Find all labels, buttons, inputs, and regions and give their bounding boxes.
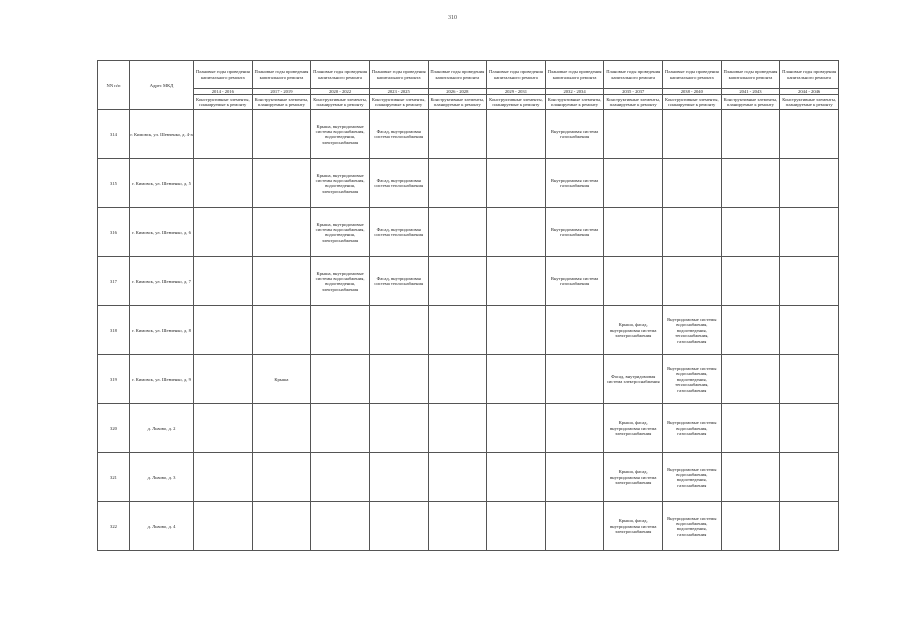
period-years: 2017 - 2019	[252, 89, 311, 95]
period-years: 2035 - 2037	[604, 89, 663, 95]
repair-cell	[545, 404, 604, 453]
repair-cell	[721, 306, 780, 355]
period-header: Плановые годы проведения капитального ремонта	[663, 61, 722, 89]
repair-cell	[252, 159, 311, 208]
period-years: 2023 - 2025	[369, 89, 428, 95]
row-number: 314	[98, 110, 130, 159]
row-number: 321	[98, 453, 130, 502]
repair-cell	[311, 453, 370, 502]
repair-cell	[428, 159, 487, 208]
repair-cell	[487, 306, 546, 355]
repair-cell	[780, 159, 839, 208]
period-header: Плановые годы проведения капитального ремонта	[194, 61, 253, 89]
repair-cell	[428, 306, 487, 355]
repair-cell: Крыша, фасад, внутридомовая система электроснабжения	[604, 502, 663, 551]
repair-cell: Внутридомовая система газоснабжения	[545, 159, 604, 208]
repair-cell	[252, 404, 311, 453]
repair-cell	[487, 355, 546, 404]
table-row	[98, 257, 839, 306]
repair-cell	[428, 110, 487, 159]
repair-cell	[721, 355, 780, 404]
repair-cell	[604, 257, 663, 306]
repair-cell: Внутридомовая система газоснабжения	[545, 257, 604, 306]
repair-cell: Фасад, внутридомовая система теплоснабжения	[369, 208, 428, 257]
row-address: г. Кимовск, ул. Шевченко, д. 4-а	[130, 110, 194, 159]
repair-cell: Крыша, фасад, внутридомовая система электроснабжения	[604, 453, 663, 502]
elements-header: Конструктивные элементы, планируемые к ремонту	[663, 95, 722, 110]
period-header: Плановые годы проведения капитального ремонта	[311, 61, 370, 89]
repair-cell	[721, 159, 780, 208]
row-number: 322	[98, 502, 130, 551]
table-row	[98, 208, 839, 257]
repair-cell	[311, 502, 370, 551]
elements-header: Конструктивные элементы, планируемые к ремонту	[428, 95, 487, 110]
repair-cell	[252, 502, 311, 551]
repair-cell	[663, 159, 722, 208]
repair-cell	[311, 404, 370, 453]
row-number: 315	[98, 159, 130, 208]
repair-cell	[604, 110, 663, 159]
repair-cell	[780, 257, 839, 306]
period-header: Плановые годы проведения капитального ремонта	[604, 61, 663, 89]
row-number: 317	[98, 257, 130, 306]
repair-cell	[194, 404, 253, 453]
repair-cell: Крыша	[252, 355, 311, 404]
repair-cell: Внутридомовая система газоснабжения	[545, 110, 604, 159]
elements-header: Конструктивные элементы, планируемые к ремонту	[487, 95, 546, 110]
period-header: Плановые годы проведения капитального ремонта	[369, 61, 428, 89]
repair-cell	[428, 502, 487, 551]
repair-cell: Крыша, внутридомовые системы водоснабжения, водоотведения, электроснабжения	[311, 208, 370, 257]
repair-cell	[369, 502, 428, 551]
repair-cell	[721, 208, 780, 257]
repair-cell	[311, 306, 370, 355]
repair-cell	[780, 306, 839, 355]
repair-cell	[428, 453, 487, 502]
row-address: г. Кимовск, ул. Шевченко, д. 9	[130, 355, 194, 404]
repair-cell	[428, 208, 487, 257]
repair-cell	[252, 257, 311, 306]
repair-cell: Внутридомовые системы водоснабжения, водоотведения, газоснабжения	[663, 453, 722, 502]
repair-cell	[780, 208, 839, 257]
repair-cell: Внутридомовая система газоснабжения	[545, 208, 604, 257]
repair-cell: Внутридомовые системы водоснабжения, водоотведения, газоснабжения	[663, 502, 722, 551]
repair-cell: Крыша, внутридомовые системы водоснабжения, водоотведения, электроснабжения	[311, 257, 370, 306]
repair-cell	[487, 502, 546, 551]
period-header: Плановые годы проведения капитального ремонта	[428, 61, 487, 89]
repair-cell: Внутридомовые системы водоснабжения, газоснабжения	[663, 404, 722, 453]
period-years: 2032 - 2034	[545, 89, 604, 95]
repair-cell	[428, 404, 487, 453]
repair-cell	[721, 110, 780, 159]
repair-cell	[780, 404, 839, 453]
row-address: г. Кимовск, ул. Шевченко, д. 6	[130, 208, 194, 257]
repair-cell	[194, 502, 253, 551]
repair-cell	[194, 159, 253, 208]
repair-cell	[252, 110, 311, 159]
row-number: 319	[98, 355, 130, 404]
elements-header: Конструктивные элементы, планируемые к ремонту	[194, 95, 253, 110]
repair-cell	[428, 355, 487, 404]
repair-cell	[780, 110, 839, 159]
repair-cell: Крыша, фасад, внутридомовая система электроснабжения	[604, 404, 663, 453]
repair-cell: Фасад, внутридомовая система электроснабжения	[604, 355, 663, 404]
repair-cell	[721, 257, 780, 306]
num-header: NN п/п	[98, 61, 130, 110]
repair-cell	[428, 257, 487, 306]
elements-header: Конструктивные элементы, планируемые к ремонту	[369, 95, 428, 110]
repair-cell	[194, 110, 253, 159]
period-years: 2029 - 2031	[487, 89, 546, 95]
repair-cell	[487, 110, 546, 159]
period-years: 2044 - 2046	[780, 89, 839, 95]
table-row	[98, 159, 839, 208]
repair-cell	[252, 306, 311, 355]
repair-cell: Фасад, внутридомовая система теплоснабжения	[369, 159, 428, 208]
period-years: 2020 - 2022	[311, 89, 370, 95]
table-body	[98, 110, 839, 551]
row-number: 316	[98, 208, 130, 257]
elements-header: Конструктивные элементы, планируемые к ремонту	[545, 95, 604, 110]
repair-cell	[369, 404, 428, 453]
repair-cell	[663, 208, 722, 257]
row-address: г. Кимовск, ул. Шевченко, д. 8	[130, 306, 194, 355]
table-row	[98, 110, 839, 159]
repair-cell	[194, 306, 253, 355]
address-header: Адрес МКД	[130, 61, 194, 110]
repair-cell	[545, 453, 604, 502]
repair-cell: Крыша, внутридомовые системы водоснабжения, водоотведения, электроснабжения	[311, 110, 370, 159]
repair-cell: Крыша, внутридомовые системы водоснабжения, водоотведения, электроснабжения	[311, 159, 370, 208]
period-header: Плановые годы проведения капитального ремонта	[545, 61, 604, 89]
repair-cell	[780, 453, 839, 502]
period-header: Плановые годы проведения капитального ремонта	[721, 61, 780, 89]
repair-plan-table	[97, 60, 839, 551]
period-header: Плановые годы проведения капитального ремонта	[252, 61, 311, 89]
repair-cell	[369, 453, 428, 502]
repair-cell	[252, 208, 311, 257]
repair-cell	[780, 502, 839, 551]
repair-cell	[194, 453, 253, 502]
repair-cell	[721, 502, 780, 551]
repair-cell: Крыша, фасад, внутридомовая система электроснабжения	[604, 306, 663, 355]
period-header: Плановые годы проведения капитального ремонта	[487, 61, 546, 89]
repair-cell	[369, 306, 428, 355]
period-header: Плановые годы проведения капитального ремонта	[780, 61, 839, 89]
repair-cell	[194, 355, 253, 404]
repair-cell	[663, 110, 722, 159]
table-row	[98, 355, 839, 404]
repair-cell	[487, 159, 546, 208]
table-header	[98, 61, 839, 110]
repair-cell	[311, 355, 370, 404]
repair-cell	[663, 257, 722, 306]
row-address: г. Кимовск, ул. Шевченко, д. 7	[130, 257, 194, 306]
row-address: д. Львово, д. 3	[130, 453, 194, 502]
repair-cell	[780, 355, 839, 404]
table-row	[98, 404, 839, 453]
elements-header: Конструктивные элементы, планируемые к ремонту	[252, 95, 311, 110]
repair-cell	[252, 453, 311, 502]
repair-cell: Внутридомовые системы водоснабжения, водоотведения, теплоснабжения, газоснабжения	[663, 306, 722, 355]
repair-cell	[604, 159, 663, 208]
period-years: 2041 - 2043	[721, 89, 780, 95]
table-row	[98, 453, 839, 502]
repair-cell	[487, 453, 546, 502]
row-number: 318	[98, 306, 130, 355]
row-number: 320	[98, 404, 130, 453]
repair-cell	[545, 306, 604, 355]
repair-cell: Фасад, внутридомовая система теплоснабжения	[369, 110, 428, 159]
repair-cell	[545, 502, 604, 551]
page-number: 310	[448, 15, 457, 21]
row-address: д. Львово, д. 4	[130, 502, 194, 551]
period-years: 2026 - 2028	[428, 89, 487, 95]
repair-cell	[545, 355, 604, 404]
repair-cell	[721, 404, 780, 453]
row-address: д. Львово, д. 2	[130, 404, 194, 453]
repair-cell: Внутридомовые системы водоснабжения, водоотведения, теплоснабжения, газоснабжения	[663, 355, 722, 404]
row-address: г. Кимовск, ул. Шевченко, д. 5	[130, 159, 194, 208]
repair-cell	[487, 208, 546, 257]
repair-cell	[487, 404, 546, 453]
repair-cell	[487, 257, 546, 306]
repair-cell	[721, 453, 780, 502]
repair-cell	[194, 257, 253, 306]
repair-cell	[194, 208, 253, 257]
repair-cell	[369, 355, 428, 404]
table-row	[98, 502, 839, 551]
repair-cell: Фасад, внутридомовая система теплоснабжения	[369, 257, 428, 306]
elements-header: Конструктивные элементы, планируемые к ремонту	[604, 95, 663, 110]
elements-header: Конструктивные элементы, планируемые к ремонту	[780, 95, 839, 110]
table-row	[98, 306, 839, 355]
elements-header: Конструктивные элементы, планируемые к ремонту	[311, 95, 370, 110]
elements-header: Конструктивные элементы, планируемые к ремонту	[721, 95, 780, 110]
repair-cell	[604, 208, 663, 257]
period-years: 2014 - 2016	[194, 89, 253, 95]
period-years: 2038 - 2040	[663, 89, 722, 95]
